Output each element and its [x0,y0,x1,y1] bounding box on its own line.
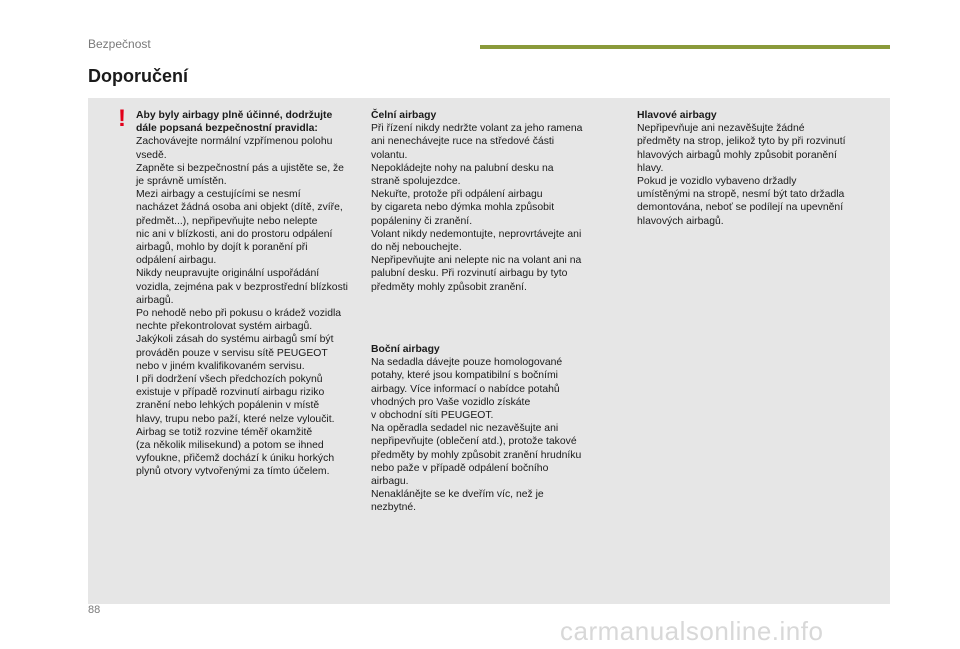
side-airbags-heading: Boční airbagy [371,344,440,355]
head-airbags-body: Nepřipevňuje ani nezavěšujte žádné předměty na strop, jelikož tyto by při rozvinutí hlavových airbagů mohly způsobit poranění hlavy. Pokud je vozidlo vybaveno držadly umístěnými na stropě, nesmí být tato držadla demontována, neboť se podílejí na upevnění hlavových airbagů. [637,123,846,227]
watermark-text: carmanualsonline.info [560,616,824,646]
exclamation-icon: ! [118,105,126,132]
front-airbags-section [371,109,621,294]
header-rule [480,45,890,49]
warning-body: Zachovávejte normální vzpřímenou polohu vsedě. Zapněte si bezpečnostní pás a ujistěte se, že je správně umístěn. Mezi airbagy a cestujícími se nesmí nacházet žádná osoba ani objekt (dítě, zvíře, předmět...), nepřipevňujte nebo nelepte nic ani v blízkosti, ani do prostoru odpálení airbagů, mohlo by dojít k poranění při odpálení airbagu. Nikdy neupravujte originální uspořádání vozidla, zejména pak v bezprostřední blízkosti airbagů. Po nehodě nebo při pokusu o krádež vozidla nechte překontrolovat systém airbagů. Jakýkoli zásah do systému airbagů smí být prováděn pouze v servisu sítě PEUGEOT nebo v jiném kvalifikovaném servisu. I při dodržení všech předchozích pokynů existuje v případě rozvinutí airbagu riziko zranění nebo lehkých popálenin v místě hlavy, trupu nebo paží, které nelze vyloučit. Airbag se totiž rozvine téměř okamžitě (za několik milisekund) a potom se ihned vyfoukne, přičemž dochází k úniku horkých plynů otvory vytvořenými za tímto účelem. [136,136,348,478]
front-airbags-heading: Čelní airbagy [371,110,437,121]
head-airbags-section [637,109,887,228]
front-airbags-body: Při řízení nikdy nedržte volant za jeho ramena ani nenechávejte ruce na středové části volantu. Nepokládejte nohy na palubní desku na straně spolujezdce. Nekuřte, protože při odpálení airbagu by cigareta nebo dýmka mohla způsobit popáleniny či zranění. Volant nikdy nedemontujte, neprovrtávejte ani do něj neboucheјte. Nepřipevňujte ani nelepte nic na volant ani na palubní desku. Při rozvinutí airbagu by tyto předměty mohly způsobit zranění. [371,123,583,293]
head-airbags-heading: Hlavové airbagy [637,110,717,121]
section-label: Bezpečnost [88,37,151,51]
side-airbags-section [371,343,621,515]
warning-heading: Aby byly airbagy plně účinné, dodržujte dále popsaná bezpečnostní pravidla: [136,110,333,135]
side-airbags-body: Na sedadla dávejte pouze homologované potahy, které jsou kompatibilní s bočními airbagy. Více informací o nabídce potahů vhodných pro Vaše vozidlo získáte v obchodní síti PEUGEOT. Na opěradla sedadel nic nezavěšujte ani nepřipevňujte (oblečení atd.), protože takové předměty by mohly způsobit zranění hrudníku nebo paže v případě odpálení bočního airbagu. Nenaklánějte se ke dveřím víc, než je nezbytné. [371,357,582,514]
page-title: Doporučení [88,66,189,86]
warning-column [136,109,358,479]
page-number: 88 [88,604,101,616]
